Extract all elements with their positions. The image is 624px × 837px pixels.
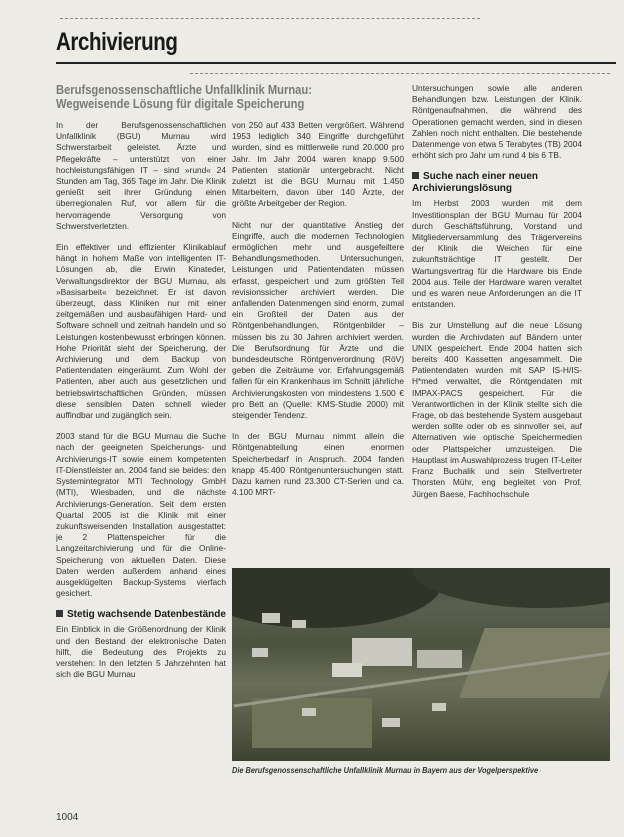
text-column-1 xyxy=(56,120,226,810)
square-bullet-icon xyxy=(56,610,63,617)
article-headline xyxy=(56,83,361,111)
text-column-2 xyxy=(232,120,404,560)
square-bullet-icon xyxy=(412,172,419,179)
title-rule xyxy=(56,62,616,64)
text-column-3 xyxy=(412,83,582,558)
top-dashed-line xyxy=(60,18,480,19)
subheading: Stetig wachsende Datenbestände xyxy=(56,609,226,621)
aerial-photo xyxy=(232,568,610,761)
paragraph: In der Berufsgenossenschaftlichen Unfallklinik (BGU) Murnau wird Schwerstarbeit geleistet. Ärzte und Pflegekräfte – unterstützt von einer hochleistungsfähigen IT – sind »rund« 24 Stunden am Tag, 365 Tage im Jahr. Die Klinik genießt seit ihrer Gründung einen überregionalen Ruf, vor allem für die hervorragende Versorgung von Schwerstverletzten. xyxy=(56,120,226,231)
paragraph: Bis zur Umstellung auf die neue Lösung wurden die Archivdaten auf Bändern unter UNIX gespeichert. Ende 2004 hatten sich bereits 400 Kassetten angesammelt. Die Patientendaten wurden mit SAP IS-H/IS-H*med verwaltet, die Röntgendaten mit IMPAX-PACS gespeichert. Für die Verantwortlichen in der Klinik stellte sich die Frage, ob das bestehende System ausgebaut werden sollte oder ob es sinnvoller sei, auf Alternativen wie optische Speichermedien oder Plattspeicher umzusteigen. Die Hauptlast im Auswahlprozess trugen IT-Leiter Franz Buchalik und sein Stellvertreter Thorsten Mühr, eng begleitet von Prof. Jürgen Baese, Fachhochschule xyxy=(412,320,582,499)
headline-line-2: Wegweisende Lösung für digitale Speicherung xyxy=(56,96,305,111)
headline-line-1: Berufsgenossenschaftliche Unfallklinik Murnau: xyxy=(56,82,312,97)
paragraph: Im Herbst 2003 wurden mit dem Investitionsplan der BGU Murnau für 2004 durch Geschäftsführung, Vorstand und Mitgliederversammlung des Trägervereins der Klinik die Weichen für eine zukunftsträchtige IT gestellt. Der Wartungsvertrag für die Hardware bis Ende 2004 aus. Teile der Hardware waren veraltet und es waren neue Anforderungen an die IT entstanden. xyxy=(412,198,582,310)
paragraph: Ein effektiver und effizienter Klinikablauf hängt in hohem Maße von intelligenten IT-Lösungen ab, die Erwin Kinateder, Verwaltungsdirektor der BGU Murnau, als »Basisarbeit« bezeichnet. Er ist davon überzeugt, dass Kliniken nur mit einer zeitgemäßen und ausbaufähigen Hard- und Software schnell und zeitnah handeln und so Leistungen kostenbewusst erbringen können. Hohe Priorität sieht der Speicherung, der Archivierung und dem Backup von Patientendaten eingeräumt. Zum Wohl der Patienten, aber auch aus gesetzlichen und betriebswirtschaftlichen Gründen, müssen diese sensiblen Daten schnell wieder auffindbar und zugänglich sein. xyxy=(56,242,226,421)
paragraph: von 250 auf 433 Betten vergrößert. Während 1953 lediglich 340 Eingriffe durchgeführt wurden, sind es mittlerweile rund 20.000 pro Jahr. Im Jahr 2004 waren knapp 9.500 Patienten stationär untergebracht. Nicht zuletzt ist die BGU Murnau mit 1.450 Mitarbeitern, davon über 140 Ärzte, der größte Arbeitgeber der Region. xyxy=(232,120,404,209)
photo-caption: Die Berufsgenossenschaftliche Unfallklinik Murnau in Bayern aus der Vogelperspektive xyxy=(232,766,539,775)
header-dashed-line xyxy=(190,73,610,74)
paragraph: Untersuchungen sowie alle anderen Behandlungen bzw. Leistungen der Klinik. Röntgenaufnahmen, die während des Operationen gemacht werden, sind in diesen Zahlen noch nicht enthalten. Die bestehende Datenmenge von etwa 5 Terabytes (TB) 2004 erhöht sich pro Jahr um rund 4 bis 6 TB. xyxy=(412,83,582,161)
paragraph: 2003 stand für die BGU Murnau die Suche nach der geeigneten Speicherungs- und Archivierungs-IT sowie einem kompetenten IT-Dienstleister an. 2004 fand sie beides: den Systemintegrator MTI Technology GmbH (MTI), Wiesbaden, und die nächste Archivierungs-Generation. Seit dem ersten Quartal 2005 ist die Klinik mit einer zukunftsweisenden Installation ausgestattet: je 2 Plattenspeicher für die Langzeitarchivierung und für die Online-Speicherung von aktuellen Daten. Diese Daten werden außerdem anhand eines ausgeklügelten Backup-Systems vierfach gesichert. xyxy=(56,431,226,599)
page-number: 1004 xyxy=(56,812,79,823)
paragraph: Nicht nur der quantitative Anstieg der Eingriffe, auch die modernen Technologien ermöglichen mehr und ausgefeiltere Behandlungsmethoden. Untersuchungen, Leistungen und Patientendaten müssen erfasst, gespeichert und zum größten Teil revisionssicher archiviert werden. Die anfallenden Datenmengen sind enorm, zumal ein Großteil der Daten aus der Röntgenbehandlungen, Röntgenbilder – müssen bis zu 30 Jahren archiviert werden. Die Berufsordnung für Ärzte und die bundesdeutsche Röntgenverordnung (RöV) geben die Zeiträume vor. Erfahrungsgemäß fallen für ein Krankenhaus im Schnitt jährliche Archivierungskosten von mindestens 1.500 € pro Bett an (Quelle: KMS-Studie 2000) mit steigender Tendenz. xyxy=(232,219,404,421)
subheading: Suche nach einer neuen Archivierungslösung xyxy=(412,171,539,195)
paragraph: Ein Einblick in die Größenordnung der Klinik und den Bestand der elektronische Daten hilft, die Bedeutung des Projekts zu verstehen: In den letzten 5 Jahrzehnten hat sich die BGU Murnau xyxy=(56,624,226,680)
photo-credit: Foto: BGU xyxy=(606,715,612,739)
section-title: Archivierung xyxy=(56,28,178,56)
paragraph: In der BGU Murnau nimmt allein die Röntgenabteilung einen enormen Speicherbedarf in Anspruch. 2004 fanden knapp 45.400 Röntgenuntersuchungen statt. Dazu kamen rund 23.300 CT-Serien und ca. 4.100 MRT- xyxy=(232,431,404,498)
